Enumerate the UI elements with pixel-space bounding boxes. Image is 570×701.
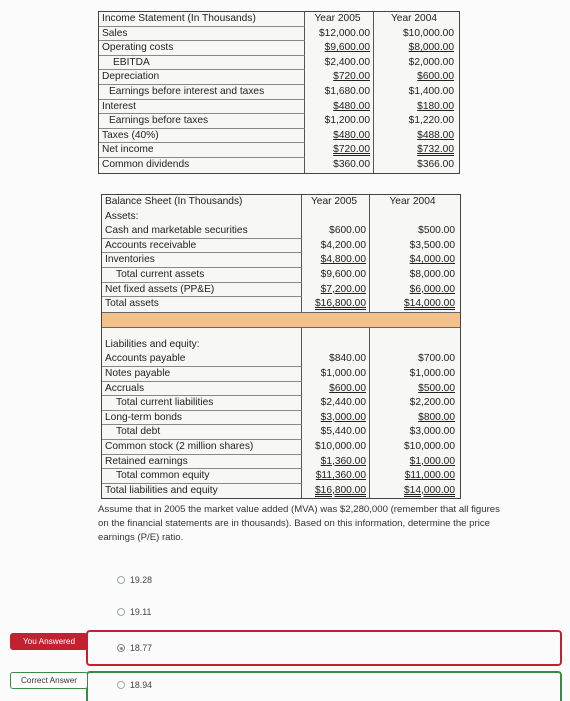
value-2005: $16,800.00 [315, 484, 366, 496]
value-2004: $500.00 [418, 382, 455, 394]
value-2005: $11,360.00 [315, 470, 366, 482]
row-label: Common dividends [99, 158, 305, 173]
option-3[interactable] [117, 643, 152, 653]
value-2004: $11,000.00 [404, 470, 455, 482]
row-label: Inventories [102, 253, 302, 268]
value-2004: $3,000.00 [409, 426, 455, 438]
value-2004: $700.00 [418, 353, 455, 365]
income-title: Income Statement (In Thousands) [99, 12, 305, 27]
table-row [102, 268, 460, 283]
table-row [102, 469, 460, 484]
value-2004: $8,000.00 [409, 268, 455, 280]
row-label: Total current liabilities [102, 396, 302, 411]
balance-title: Balance Sheet (In Thousands) [102, 195, 302, 210]
liabilities-heading: Liabilities and equity: [102, 338, 302, 353]
balance-year-2004: Year 2004 [389, 196, 436, 207]
row-label: Net fixed assets (PP&E) [102, 283, 302, 298]
liabilities-heading-row [102, 338, 460, 353]
row-label: Earnings before taxes [99, 114, 305, 129]
value-2005: $720.00 [333, 144, 370, 156]
row-label: Earnings before interest and taxes [99, 85, 305, 100]
table-row [102, 239, 460, 254]
table-row [99, 100, 459, 115]
value-2005: $9,600.00 [324, 42, 370, 54]
value-2005: $720.00 [333, 71, 370, 83]
radio-selected-icon[interactable] [117, 644, 125, 652]
row-label: Operating costs [99, 41, 305, 56]
radio-icon[interactable] [117, 576, 125, 584]
table-row [102, 367, 460, 382]
row-label: Interest [99, 100, 305, 115]
value-2004: $366.00 [417, 158, 454, 170]
row-label: Total liabilities and equity [102, 484, 302, 499]
table-row [99, 27, 459, 42]
value-2005: $1,000.00 [302, 367, 370, 382]
option-label: 19.28 [130, 575, 153, 585]
value-2005: $1,360.00 [320, 455, 366, 467]
value-2005: $840.00 [302, 352, 370, 367]
table-row [102, 382, 460, 397]
value-2005: $1,680.00 [305, 85, 374, 100]
value-2004: $488.00 [417, 129, 454, 141]
row-label: Accounts payable [102, 352, 302, 367]
table-row [102, 297, 460, 312]
you-answered-box [86, 630, 562, 666]
table-row [102, 411, 460, 426]
income-header-row [99, 12, 459, 27]
value-2004: $600.00 [417, 71, 454, 83]
value-2005: $480.00 [333, 129, 370, 141]
correct-answer-badge: Correct Answer [10, 672, 88, 689]
row-label: Total assets [102, 297, 302, 312]
value-2004: $2,200.00 [409, 397, 455, 409]
value-2005: $2,440.00 [302, 396, 370, 411]
value-2004: $10,000.00 [404, 440, 455, 452]
option-label: 18.77 [130, 643, 153, 653]
table-row [102, 425, 460, 440]
value-2005: $1,200.00 [305, 114, 374, 129]
option-2[interactable] [117, 607, 151, 617]
row-label: Sales [99, 27, 305, 42]
table-row [99, 143, 459, 158]
row-label: Total current assets [102, 268, 302, 283]
option-label: 19.11 [130, 607, 152, 617]
value-2004: $180.00 [417, 100, 454, 112]
value-2004: $14,000.00 [404, 298, 455, 310]
table-row [99, 129, 459, 144]
value-2005: $2,400.00 [305, 56, 374, 71]
table-row [102, 440, 460, 455]
value-2005: $600.00 [302, 224, 370, 239]
value-2004: $8,000.00 [408, 42, 454, 54]
table-row [102, 283, 460, 298]
table-row [99, 41, 459, 56]
option-label: 18.94 [130, 680, 153, 690]
table-row [102, 484, 460, 499]
assets-heading-row [102, 210, 460, 225]
row-label: Net income [99, 143, 305, 158]
value-2004: $4,000.00 [409, 254, 455, 266]
row-label: Long-term bonds [102, 411, 302, 426]
value-2004: $500.00 [418, 225, 455, 237]
value-2005: $4,800.00 [320, 254, 366, 266]
question-text: Assume that in 2005 the market value added (MVA) was $2,280,000 (remember that all figures on the financial statements are in thousands). Based on this information, determine the price earnings (P/E) ratio. [98, 504, 500, 544]
row-label: EBITDA [99, 56, 305, 71]
value-2005: $7,200.00 [320, 283, 366, 295]
row-label: Accruals [102, 382, 302, 397]
table-row [102, 396, 460, 411]
row-label: Depreciation [99, 70, 305, 85]
radio-icon[interactable] [117, 608, 125, 616]
table-row [102, 455, 460, 470]
value-2005: $16,800.00 [315, 298, 366, 310]
balance-sheet-table [101, 194, 461, 499]
value-2004: $1,000.00 [409, 455, 455, 467]
option-1[interactable] [117, 575, 152, 585]
highlight-divider [102, 312, 460, 328]
row-label: Notes payable [102, 367, 302, 382]
value-2004: $2,000.00 [408, 56, 454, 68]
you-answered-badge: You Answered [10, 633, 88, 650]
value-2005: $360.00 [305, 158, 374, 173]
income-year-2005: Year 2005 [305, 12, 374, 27]
value-2004: $14,000.00 [404, 484, 455, 496]
row-label: Total debt [102, 425, 302, 440]
table-row [102, 253, 460, 268]
value-2005: $9,600.00 [302, 268, 370, 283]
balance-header-row [102, 195, 460, 210]
value-2004: $732.00 [417, 144, 454, 156]
value-2004: $1,220.00 [408, 115, 454, 127]
value-2004: $6,000.00 [409, 283, 455, 295]
row-label: Common stock (2 million shares) [102, 440, 302, 455]
row-label: Cash and marketable securities [102, 224, 302, 239]
row-label: Taxes (40%) [99, 129, 305, 144]
value-2005: $3,000.00 [320, 411, 366, 423]
row-label: Retained earnings [102, 455, 302, 470]
option-4[interactable] [117, 680, 152, 690]
value-2004: $3,500.00 [409, 239, 455, 251]
value-2005: $10,000.00 [302, 440, 370, 455]
table-row [102, 224, 460, 239]
table-row [99, 56, 459, 71]
value-2004: $1,000.00 [409, 367, 455, 379]
value-2005: $12,000.00 [305, 27, 374, 42]
value-2005: $5,440.00 [302, 425, 370, 440]
value-2005: $480.00 [333, 100, 370, 112]
income-year-2004: Year 2004 [390, 13, 438, 24]
table-row [102, 352, 460, 367]
row-label: Total common equity [102, 469, 302, 484]
table-row [99, 85, 459, 100]
value-2005: $600.00 [329, 382, 366, 394]
income-statement-table [98, 11, 460, 174]
table-row [99, 158, 459, 173]
value-2004: $800.00 [418, 411, 455, 423]
balance-year-2005: Year 2005 [302, 195, 370, 210]
row-label: Accounts receivable [102, 239, 302, 254]
table-row [99, 114, 459, 129]
assets-heading: Assets: [102, 210, 302, 225]
correct-answer-box [86, 671, 562, 701]
value-2004: $1,400.00 [408, 85, 454, 97]
table-row [99, 70, 459, 85]
value-2004: $10,000.00 [403, 27, 454, 39]
radio-icon[interactable] [117, 681, 125, 689]
value-2005: $4,200.00 [302, 239, 370, 254]
